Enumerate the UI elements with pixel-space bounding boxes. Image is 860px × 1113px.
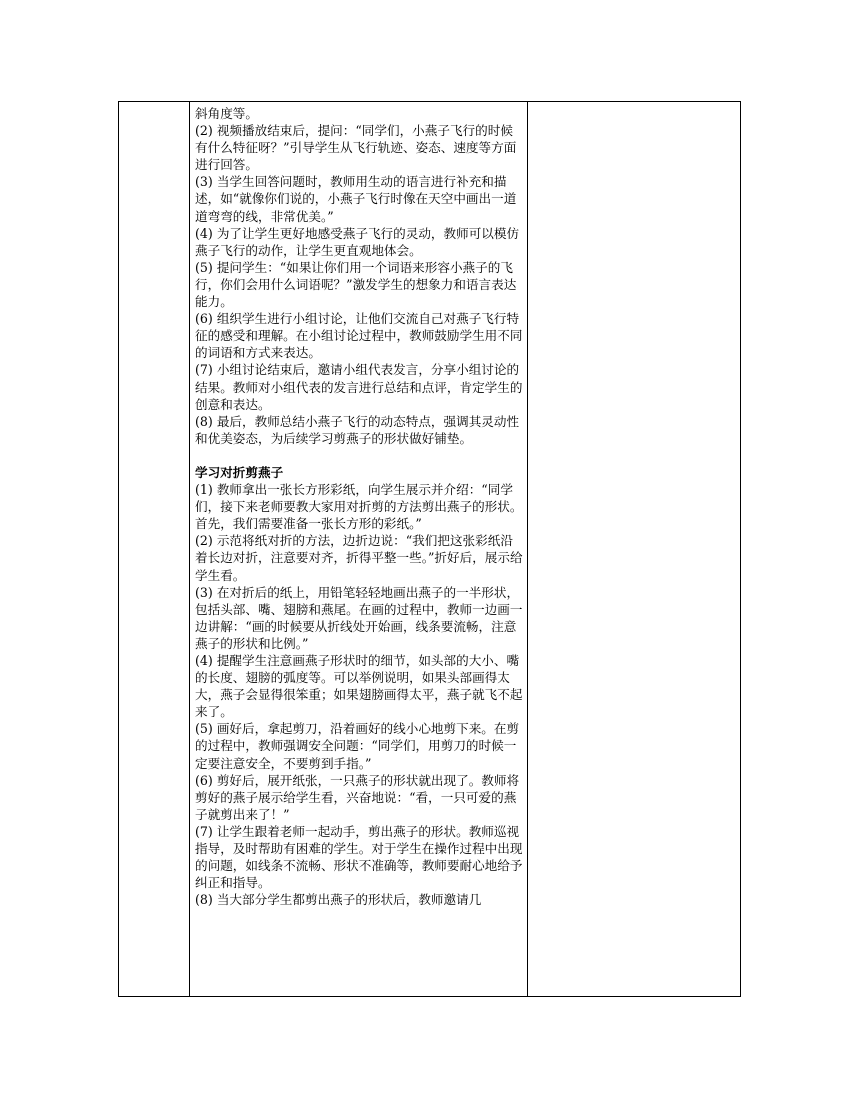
- paragraph: (1) 教师拿出一张长方形彩纸，向学生展示并介绍：“同学们，接下来老师要教大家用对折剪的方法剪出燕子的形状。首先，我们需要准备一张长方形的彩纸。”: [195, 482, 523, 532]
- section-heading: 学习对折剪燕子: [195, 464, 284, 480]
- paragraph: (5) 画好后，拿起剪刀，沿着画好的线小心地剪下来。在剪的过程中，教师强调安全问题：“同学们，用剪刀的时候一定要注意安全，不要剪到手指。”: [195, 721, 520, 771]
- paragraph-spacer: [195, 447, 523, 464]
- right-column-cell: [528, 102, 741, 997]
- content-column-cell: [190, 102, 528, 997]
- paragraph: (6) 组织学生进行小组讨论，让他们交流自己对燕子飞行特征的感受和理解。在小组讨论过程中，教师鼓励学生用不同的词语和方式来表达。: [195, 311, 523, 361]
- left-column-cell: [119, 102, 190, 997]
- paragraph: (3) 当学生回答问题时，教师用生动的语言进行补充和描述，如“就像你们说的，小燕子飞行时像在天空中画出一道道弯弯的线，非常优美。”: [195, 174, 517, 224]
- paragraph: (5) 提问学生：“如果让你们用一个词语来形容小燕子的飞行，你们会用什么词语呢？”激发学生的想象力和语言表达能力。: [195, 259, 517, 310]
- paragraph: (2) 视频播放结束后，提问：“同学们，小燕子飞行的时候有什么特征呀？”引导学生从飞行轨迹、姿态、速度等方面进行回答。: [195, 123, 517, 173]
- paragraph: (4) 为了让学生更好地感受燕子飞行的灵动，教师可以模仿燕子飞行的动作，让学生更直观地体会。: [195, 225, 520, 258]
- table-row: [119, 102, 741, 997]
- paragraph: (6) 剪好后，展开纸张，一只燕子的形状就出现了。教师将剪好的燕子展示给学生看，兴奋地说：“看，一只可爱的燕子就剪出来了！”: [195, 772, 520, 822]
- content-body: [190, 102, 527, 908]
- lesson-plan-table: [118, 101, 741, 997]
- paragraph: (8) 最后，教师总结小燕子飞行的动态特点，强调其灵动性和优美姿态，为后续学习剪燕子的形状做好铺垫。: [195, 413, 520, 446]
- paragraph: 斜角度等。: [195, 106, 258, 121]
- paragraph: (7) 让学生跟着老师一起动手，剪出燕子的形状。教师巡视指导，及时帮助有困难的学生。对于学生在操作过程中出现的问题，如线条不流畅、形状不准确等，教师要耐心地给予纠正和指导。: [195, 823, 523, 891]
- paragraph: (7) 小组讨论结束后，邀请小组代表发言，分享小组讨论的结果。教师对小组代表的发言进行总结和点评，肯定学生的创意和表达。: [195, 362, 523, 412]
- paragraph: (8) 当大部分学生都剪出燕子的形状后，教师邀请几: [195, 892, 482, 908]
- paragraph: (2) 示范将纸对折的方法，边折边说：“我们把这张彩纸沿着长边对折，注意要对齐，折得平整一些。”折好后，展示给学生看。: [195, 533, 523, 583]
- paragraph: (4) 提醒学生注意画燕子形状时的细节，如头部的大小、嘴的长度、翅膀的弧度等。可以举例说明，如果头部画得太大，燕子会显得很笨重；如果翅膀画得太平，燕子就飞不起来了。: [195, 653, 523, 720]
- paragraph: (3) 在对折后的纸上，用铅笔轻轻地画出燕子的一半形状，包括头部、嘴、翅膀和燕尾。在画的过程中，教师一边画一边讲解：“画的时候要从折线处开始画，线条要流畅，注意燕子的形状和比例。”: [195, 584, 523, 651]
